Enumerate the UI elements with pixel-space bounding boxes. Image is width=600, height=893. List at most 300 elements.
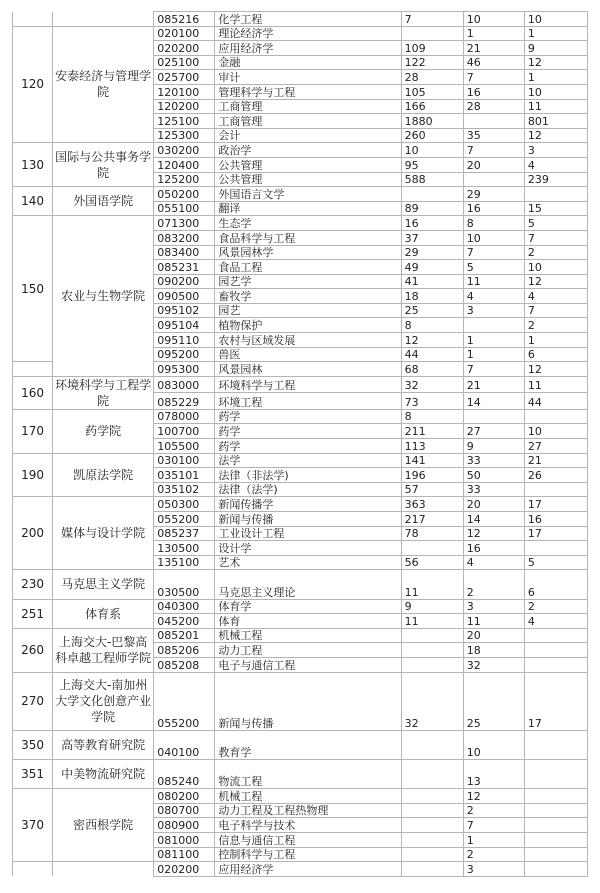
count-c: 2 [524, 599, 587, 614]
count-a: 109 [401, 41, 463, 56]
count-b: 16 [463, 201, 524, 216]
college-code: 150 [13, 216, 53, 362]
count-c: 17 [524, 526, 587, 541]
count-b: 29 [463, 187, 524, 202]
count-a: 11 [401, 614, 463, 629]
major-name: 机械工程 [215, 628, 401, 643]
major-name: 园艺 [215, 303, 401, 318]
count-a: 12 [401, 333, 463, 348]
count-b: 16 [463, 541, 524, 556]
major-code: 045200 [154, 614, 215, 629]
major-code: 095300 [154, 362, 215, 377]
count-b: 14 [463, 512, 524, 527]
major-code: 100700 [154, 424, 215, 439]
table-row [13, 187, 588, 202]
table-row [13, 216, 588, 231]
count-b: 1 [463, 333, 524, 348]
count-a: 141 [401, 453, 463, 468]
major-code: 085237 [154, 526, 215, 541]
college-code: 200 [13, 497, 53, 570]
table-row [13, 453, 588, 468]
college-code: 190 [13, 453, 53, 497]
major-code: 025700 [154, 70, 215, 85]
count-c [524, 541, 587, 556]
college-name: 外国语学院 [53, 187, 154, 216]
major-code: 095104 [154, 318, 215, 333]
college-name: 药学院 [53, 409, 154, 453]
count-b: 33 [463, 482, 524, 497]
count-c [524, 482, 587, 497]
table-row [13, 376, 588, 393]
count-a: 363 [401, 497, 463, 512]
major-code: 081000 [154, 833, 215, 848]
table-row [13, 672, 588, 730]
major-code: 055200 [154, 672, 215, 730]
college-code [13, 862, 53, 877]
major-code: 080900 [154, 818, 215, 833]
major-code: 050200 [154, 187, 215, 202]
count-a: 588 [401, 172, 463, 187]
college-name: 体育系 [53, 599, 154, 628]
count-c: 12 [524, 55, 587, 70]
count-c: 12 [524, 362, 587, 377]
count-c [524, 818, 587, 833]
major-name: 法律（法学) [215, 482, 401, 497]
count-c: 9 [524, 41, 587, 56]
count-b: 16 [463, 84, 524, 99]
count-b: 3 [463, 303, 524, 318]
major-name: 金融 [215, 55, 401, 70]
major-code: 085208 [154, 657, 215, 672]
table-row [13, 628, 588, 643]
major-name: 电子与通信工程 [215, 657, 401, 672]
major-name: 农村与区域发展 [215, 333, 401, 348]
college-name: 安泰经济与管理学院 [53, 26, 154, 143]
major-code: 020200 [154, 41, 215, 56]
count-b: 8 [463, 216, 524, 231]
count-a: 95 [401, 157, 463, 172]
count-a [401, 803, 463, 818]
count-c: 12 [524, 274, 587, 289]
count-c: 7 [524, 303, 587, 318]
major-name: 化学工程 [215, 12, 401, 27]
college-code [13, 12, 53, 27]
count-c: 1 [524, 333, 587, 348]
count-c: 5 [524, 216, 587, 231]
count-b: 21 [463, 41, 524, 56]
count-b: 4 [463, 555, 524, 570]
major-name: 风景园林学 [215, 245, 401, 260]
count-a [401, 541, 463, 556]
count-b: 3 [463, 599, 524, 614]
major-code: 090200 [154, 274, 215, 289]
college-code: 251 [13, 599, 53, 628]
count-b: 27 [463, 424, 524, 439]
count-c: 7 [524, 230, 587, 245]
table-row [13, 599, 588, 614]
major-name: 公共管理 [215, 157, 401, 172]
count-a [401, 760, 463, 789]
table-row [13, 12, 588, 27]
count-c [524, 803, 587, 818]
major-name: 法学 [215, 453, 401, 468]
major-name: 马克思主义理论 [215, 570, 401, 599]
count-a: 49 [401, 260, 463, 275]
college-code: 160 [13, 376, 53, 409]
count-c: 801 [524, 114, 587, 129]
major-name: 工业设计工程 [215, 526, 401, 541]
major-name: 环境科学与工程 [215, 376, 401, 393]
major-code: 120100 [154, 84, 215, 99]
table-row [13, 789, 588, 804]
major-code: 020200 [154, 862, 215, 877]
count-a: 166 [401, 99, 463, 114]
major-name: 应用经济学 [215, 41, 401, 56]
count-b: 7 [463, 362, 524, 377]
major-code: 055200 [154, 512, 215, 527]
count-b: 1 [463, 26, 524, 41]
count-c: 6 [524, 570, 587, 599]
count-b: 1 [463, 347, 524, 362]
major-name: 畜牧学 [215, 289, 401, 304]
major-name: 公共管理 [215, 172, 401, 187]
count-b: 2 [463, 570, 524, 599]
major-code: 071300 [154, 216, 215, 231]
major-name: 药学 [215, 409, 401, 424]
count-c: 12 [524, 128, 587, 143]
count-b [463, 114, 524, 129]
count-a [401, 833, 463, 848]
college-name [53, 12, 154, 27]
count-c: 4 [524, 614, 587, 629]
count-a: 11 [401, 570, 463, 599]
major-name: 工商管理 [215, 99, 401, 114]
college-name: 上海交大-巴黎高科卓越工程师学院 [53, 628, 154, 672]
count-a: 113 [401, 439, 463, 454]
enrollment-table [12, 11, 588, 877]
count-a: 32 [401, 376, 463, 393]
count-c: 10 [524, 260, 587, 275]
count-a [401, 628, 463, 643]
major-code: 078000 [154, 409, 215, 424]
major-name: 管理科学与工程 [215, 84, 401, 99]
count-b: 46 [463, 55, 524, 70]
major-code: 083200 [154, 230, 215, 245]
major-name: 新闻与传播 [215, 672, 401, 730]
count-c: 17 [524, 672, 587, 730]
count-b: 21 [463, 376, 524, 393]
major-code: 085216 [154, 12, 215, 27]
count-b: 12 [463, 789, 524, 804]
count-b: 2 [463, 847, 524, 862]
major-code: 040100 [154, 730, 215, 759]
table-row [13, 730, 588, 759]
count-c: 1 [524, 70, 587, 85]
major-name: 植物保护 [215, 318, 401, 333]
count-b: 10 [463, 12, 524, 27]
college-code: 140 [13, 187, 53, 216]
count-b [463, 172, 524, 187]
count-a: 68 [401, 362, 463, 377]
count-c [524, 760, 587, 789]
major-name: 理论经济学 [215, 26, 401, 41]
count-c: 21 [524, 453, 587, 468]
count-b: 11 [463, 274, 524, 289]
count-c [524, 862, 587, 877]
college-code: 130 [13, 143, 53, 187]
count-a [401, 187, 463, 202]
major-name: 会计 [215, 128, 401, 143]
major-code: 020100 [154, 26, 215, 41]
college-name: 上海交大-南加州大学文化创意产业学院 [53, 672, 154, 730]
table-row [13, 570, 588, 599]
major-code: 055100 [154, 201, 215, 216]
count-b: 20 [463, 497, 524, 512]
count-b: 13 [463, 760, 524, 789]
major-name: 法律（非法学) [215, 468, 401, 483]
count-c: 239 [524, 172, 587, 187]
count-c [524, 847, 587, 862]
count-a: 28 [401, 70, 463, 85]
major-name: 新闻传播学 [215, 497, 401, 512]
count-a: 32 [401, 672, 463, 730]
count-c [524, 409, 587, 424]
count-b: 11 [463, 614, 524, 629]
college-name [53, 862, 154, 877]
count-a: 260 [401, 128, 463, 143]
count-a [401, 730, 463, 759]
count-c: 10 [524, 424, 587, 439]
major-name: 食品工程 [215, 260, 401, 275]
count-c: 6 [524, 347, 587, 362]
count-a: 122 [401, 55, 463, 70]
count-a: 89 [401, 201, 463, 216]
table-row [13, 26, 588, 41]
major-code: 083400 [154, 245, 215, 260]
count-c [524, 657, 587, 672]
count-c: 2 [524, 245, 587, 260]
major-name: 兽医 [215, 347, 401, 362]
count-a: 29 [401, 245, 463, 260]
major-code: 125200 [154, 172, 215, 187]
count-c: 10 [524, 12, 587, 27]
count-b: 50 [463, 468, 524, 483]
count-b: 4 [463, 289, 524, 304]
table-row [13, 760, 588, 789]
count-a: 10 [401, 143, 463, 158]
major-code: 030100 [154, 453, 215, 468]
count-c: 26 [524, 468, 587, 483]
major-name: 药学 [215, 424, 401, 439]
count-c: 3 [524, 143, 587, 158]
count-c: 1 [524, 26, 587, 41]
count-c: 16 [524, 512, 587, 527]
college-name: 密西根学院 [53, 789, 154, 862]
count-c: 15 [524, 201, 587, 216]
count-b: 1 [463, 833, 524, 848]
count-a: 217 [401, 512, 463, 527]
table-body [13, 12, 588, 877]
table-row [13, 409, 588, 424]
count-a: 41 [401, 274, 463, 289]
count-c [524, 833, 587, 848]
major-name: 环境工程 [215, 393, 401, 410]
count-c [524, 730, 587, 759]
count-c: 44 [524, 393, 587, 410]
major-name: 药学 [215, 439, 401, 454]
count-b: 35 [463, 128, 524, 143]
major-code: 125100 [154, 114, 215, 129]
count-c: 27 [524, 439, 587, 454]
college-name: 媒体与设计学院 [53, 497, 154, 570]
major-code: 085206 [154, 643, 215, 658]
count-b: 7 [463, 70, 524, 85]
count-a [401, 818, 463, 833]
count-a: 8 [401, 318, 463, 333]
major-code: 030500 [154, 570, 215, 599]
major-name: 园艺学 [215, 274, 401, 289]
count-a: 9 [401, 599, 463, 614]
count-b: 20 [463, 628, 524, 643]
major-code: 095102 [154, 303, 215, 318]
count-b [463, 409, 524, 424]
count-b: 33 [463, 453, 524, 468]
count-b: 18 [463, 643, 524, 658]
major-code: 083000 [154, 376, 215, 393]
major-name: 工商管理 [215, 114, 401, 129]
count-c [524, 628, 587, 643]
college-name: 马克思主义学院 [53, 570, 154, 599]
major-code: 080700 [154, 803, 215, 818]
major-code: 080200 [154, 789, 215, 804]
count-b: 20 [463, 157, 524, 172]
college-code: 120 [13, 26, 53, 143]
count-a: 211 [401, 424, 463, 439]
college-name: 国际与公共事务学院 [53, 143, 154, 187]
major-name: 设计学 [215, 541, 401, 556]
count-b: 10 [463, 230, 524, 245]
count-c: 5 [524, 555, 587, 570]
count-b: 5 [463, 260, 524, 275]
major-name: 翻译 [215, 201, 401, 216]
college-code: 270 [13, 672, 53, 730]
major-name: 风景园林 [215, 362, 401, 377]
major-code: 050300 [154, 497, 215, 512]
major-name: 应用经济学 [215, 862, 401, 877]
major-name: 艺术 [215, 555, 401, 570]
major-code: 035102 [154, 482, 215, 497]
college-code-empty [13, 362, 53, 377]
count-c: 11 [524, 376, 587, 393]
count-b: 10 [463, 730, 524, 759]
major-code: 085231 [154, 260, 215, 275]
count-a [401, 26, 463, 41]
count-a: 78 [401, 526, 463, 541]
major-code: 135100 [154, 555, 215, 570]
college-name: 中美物流研究院 [53, 760, 154, 789]
college-code: 260 [13, 628, 53, 672]
major-code: 030200 [154, 143, 215, 158]
major-name: 控制科学与工程 [215, 847, 401, 862]
college-code: 350 [13, 730, 53, 759]
count-b: 25 [463, 672, 524, 730]
count-b: 12 [463, 526, 524, 541]
table-row [13, 497, 588, 512]
count-a [401, 643, 463, 658]
count-c: 4 [524, 289, 587, 304]
count-b: 28 [463, 99, 524, 114]
major-name: 机械工程 [215, 789, 401, 804]
major-name: 政治学 [215, 143, 401, 158]
count-c [524, 187, 587, 202]
count-b: 9 [463, 439, 524, 454]
major-name: 电子科学与技术 [215, 818, 401, 833]
count-a: 25 [401, 303, 463, 318]
count-b: 7 [463, 245, 524, 260]
count-a: 18 [401, 289, 463, 304]
count-a: 8 [401, 409, 463, 424]
college-code: 170 [13, 409, 53, 453]
count-c: 4 [524, 157, 587, 172]
major-name: 外国语言文学 [215, 187, 401, 202]
count-a: 44 [401, 347, 463, 362]
major-code: 035101 [154, 468, 215, 483]
major-name: 食品科学与工程 [215, 230, 401, 245]
count-b: 14 [463, 393, 524, 410]
major-code: 120400 [154, 157, 215, 172]
count-a: 1880 [401, 114, 463, 129]
count-a: 73 [401, 393, 463, 410]
major-name: 物流工程 [215, 760, 401, 789]
count-c: 17 [524, 497, 587, 512]
college-code: 230 [13, 570, 53, 599]
major-name: 体育学 [215, 599, 401, 614]
count-b: 7 [463, 143, 524, 158]
major-code: 095110 [154, 333, 215, 348]
major-name: 审计 [215, 70, 401, 85]
count-a [401, 862, 463, 877]
major-code: 125300 [154, 128, 215, 143]
count-a: 196 [401, 468, 463, 483]
table-row [13, 143, 588, 158]
count-b: 7 [463, 818, 524, 833]
count-b: 3 [463, 862, 524, 877]
major-name: 教育学 [215, 730, 401, 759]
count-c: 2 [524, 318, 587, 333]
count-a: 37 [401, 230, 463, 245]
count-b [463, 318, 524, 333]
count-b: 2 [463, 803, 524, 818]
college-name: 高等教育研究院 [53, 730, 154, 759]
major-code: 085240 [154, 760, 215, 789]
major-name: 体育 [215, 614, 401, 629]
college-name: 凯原法学院 [53, 453, 154, 497]
count-a: 56 [401, 555, 463, 570]
major-code: 095200 [154, 347, 215, 362]
major-code: 130500 [154, 541, 215, 556]
major-code: 120200 [154, 99, 215, 114]
table-row [13, 862, 588, 877]
major-name: 动力工程及工程热物理 [215, 803, 401, 818]
count-a: 57 [401, 482, 463, 497]
count-a: 7 [401, 12, 463, 27]
college-code: 351 [13, 760, 53, 789]
major-code: 085201 [154, 628, 215, 643]
major-code: 081100 [154, 847, 215, 862]
major-name: 生态学 [215, 216, 401, 231]
major-name: 动力工程 [215, 643, 401, 658]
count-c [524, 643, 587, 658]
